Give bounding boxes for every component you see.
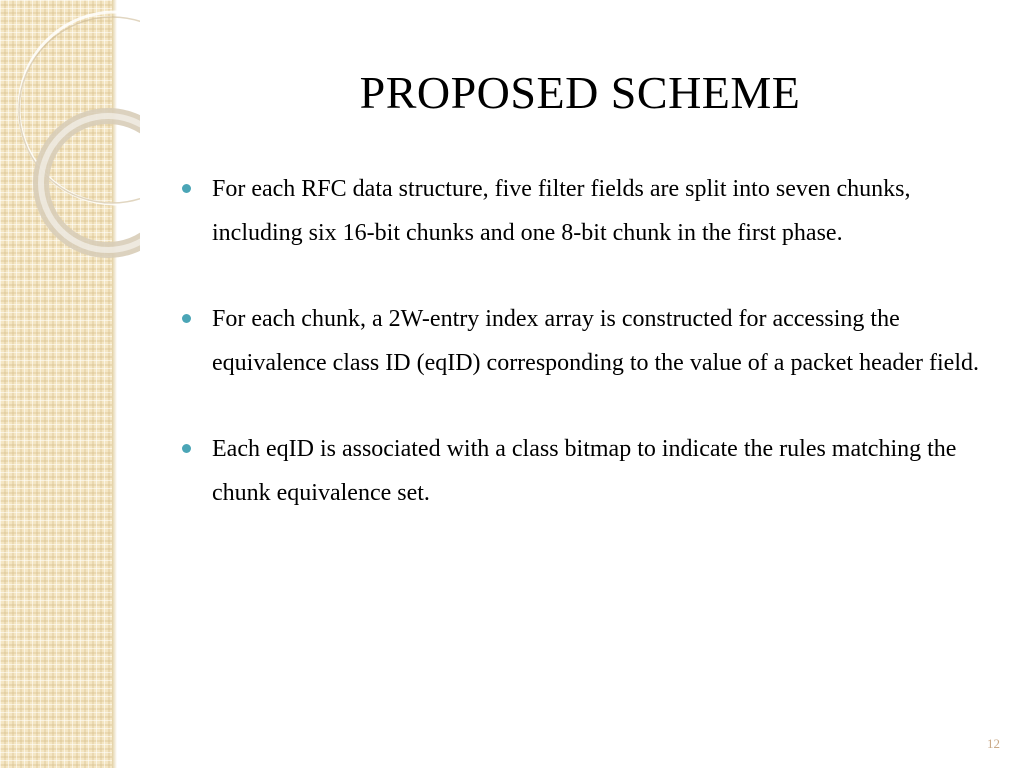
bullet-dot-icon bbox=[182, 444, 191, 453]
side-decorative-band bbox=[0, 0, 112, 768]
bullet-item bbox=[180, 298, 1000, 385]
bullet-item bbox=[180, 168, 1000, 255]
bullet-text: For each RFC data structure, five filter fields are split into seven chunks, including six 16-bit chunks and one 8-bit chunk in the first phase. bbox=[212, 176, 911, 246]
slide-title: PROPOSED SCHEME bbox=[359, 67, 801, 118]
bullet-dot-icon bbox=[182, 184, 191, 193]
bullet-item bbox=[180, 428, 1000, 515]
bullet-text: For each chunk, a 2W-entry index array is constructed for accessing the equivalence class ID (eqID) corresponding to the value of a packet header field. bbox=[212, 306, 979, 376]
bullet-dot-icon bbox=[182, 314, 191, 323]
page-number: 12 bbox=[987, 736, 1000, 751]
side-band-edge bbox=[112, 0, 117, 768]
bullet-text: Each eqID is associated with a class bitmap to indicate the rules matching the chunk equivalence set. bbox=[212, 436, 957, 506]
bullet-list bbox=[180, 168, 1000, 558]
